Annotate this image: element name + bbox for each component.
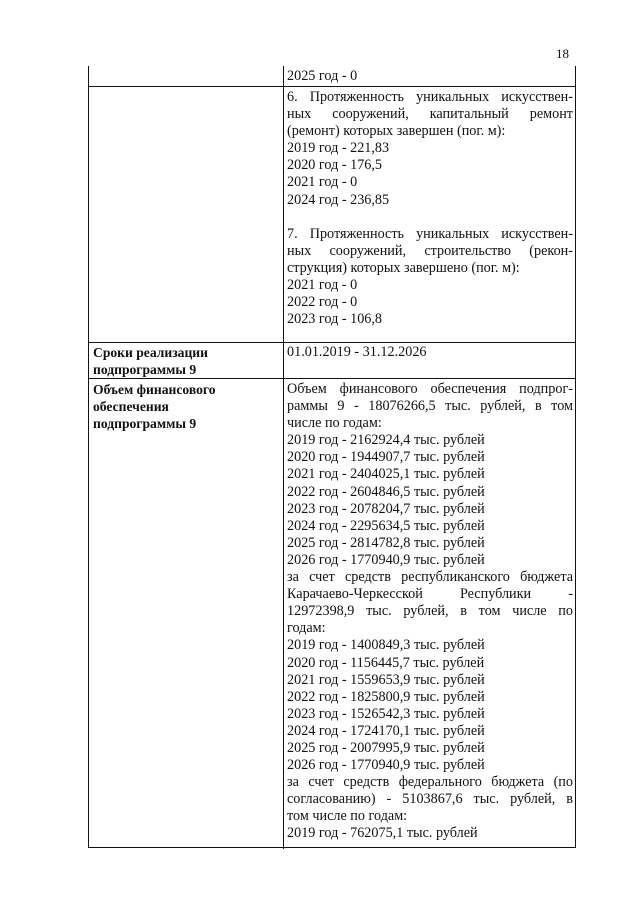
value-line: 2025 год - 2814782,8 тыс. рублей — [287, 534, 485, 551]
label-line: Сроки реализации — [93, 345, 208, 360]
table-row — [89, 86, 575, 343]
table-row — [89, 66, 575, 86]
value-line: 2021 год - 1559653,9 тыс. рублей — [287, 671, 485, 688]
value-line: 2024 год - 2295634,5 тыс. рублей — [287, 517, 485, 534]
value-line: 7. Протяженность уникальных искусствен- — [287, 225, 573, 242]
column-divider — [283, 87, 284, 343]
column-divider — [283, 343, 284, 379]
value-line: 2026 год - 1770940,9 тыс. рублей — [287, 757, 485, 774]
value-line: 2020 год - 1156445,7 тыс. рублей — [287, 654, 485, 671]
value-line: 2026 год - 1770940,9 тыс. рублей — [287, 551, 485, 568]
financing-volume-value — [287, 381, 573, 843]
value-line: 2025 год - 2007995,9 тыс. рублей — [287, 739, 485, 756]
label-line: подпрограммы 9 — [93, 416, 197, 432]
value-line: 2022 год - 0 — [287, 294, 358, 311]
value-line: годам: — [287, 620, 326, 637]
value-line: за счет средств федерального бюджета (по — [287, 774, 573, 791]
value-line: 2019 год - 2162924,4 тыс. рублей — [287, 432, 485, 449]
value-line: Объем финансового обеспечения подпрог- — [287, 381, 573, 397]
implementation-period-value — [287, 344, 573, 361]
value-line: 2020 год - 1944907,7 тыс. рублей — [287, 449, 485, 466]
label-line: подпрограммы 9 — [93, 362, 197, 378]
value-line: 2024 год - 236,85 — [287, 191, 390, 208]
value-line: 2022 год - 1825800,9 тыс. рублей — [287, 688, 485, 705]
value-line: 2019 год - 762075,1 тыс. рублей — [287, 825, 478, 842]
value-line: 2023 год - 1526542,3 тыс. рублей — [287, 705, 485, 722]
value-line: 01.01.2019 - 31.12.2026 — [287, 344, 427, 360]
value-line: ных сооружений, строительство (рекон- — [287, 242, 573, 259]
unique-structures-indicators — [287, 89, 573, 328]
value-line: числе по годам: — [287, 415, 382, 432]
value-line: (ремонт) которых завершен (пог. м): — [287, 123, 506, 140]
financing-volume-label — [93, 381, 279, 432]
table-row — [89, 342, 575, 379]
value-line: том числе по годам: — [287, 808, 408, 825]
column-divider — [283, 66, 284, 86]
value-line: за счет средств республиканского бюджета — [287, 569, 573, 586]
value-line: 2023 год - 2078204,7 тыс. рублей — [287, 500, 485, 517]
value-line: 2021 год - 0 — [287, 174, 358, 191]
column-divider — [283, 379, 284, 849]
value-line: 2023 год - 106,8 — [287, 311, 383, 328]
value-line: струкция) которых завершено (пог. м): — [287, 259, 520, 276]
page-number: 18 — [556, 46, 569, 61]
label-line: Объем финансового — [93, 382, 216, 397]
subprogram-passport-table — [88, 66, 576, 848]
value-line: 2021 год - 0 — [287, 277, 358, 294]
row-0-value — [287, 68, 573, 85]
value-line: 2025 год - 0 — [287, 68, 358, 84]
value-line: согласованию) - 5103867,6 тыс. рублей, в — [287, 791, 573, 808]
label-line: обеспечения — [93, 399, 169, 415]
value-line: 12972398,9 тыс. рублей, в том числе по — [287, 603, 573, 620]
value-line: 2019 год - 1400849,3 тыс. рублей — [287, 637, 485, 654]
value-line: раммы 9 - 18076266,5 тыс. рублей, в том — [287, 398, 573, 415]
table-row — [89, 378, 575, 849]
value-line: 2021 год - 2404025,1 тыс. рублей — [287, 466, 485, 483]
value-line: 2019 год - 221,83 — [287, 140, 390, 157]
value-line: 6. Протяженность уникальных искусствен- — [287, 89, 573, 105]
value-line: Карачаево-Черкесской Республики - — [287, 586, 573, 603]
paragraph-gap — [287, 209, 573, 226]
value-line: 2020 год - 176,5 — [287, 157, 383, 174]
value-line: ных сооружений, капитальный ремонт — [287, 106, 573, 123]
implementation-period-label — [93, 344, 279, 378]
value-line: 2022 год - 2604846,5 тыс. рублей — [287, 483, 485, 500]
value-line: 2024 год - 1724170,1 тыс. рублей — [287, 722, 485, 739]
